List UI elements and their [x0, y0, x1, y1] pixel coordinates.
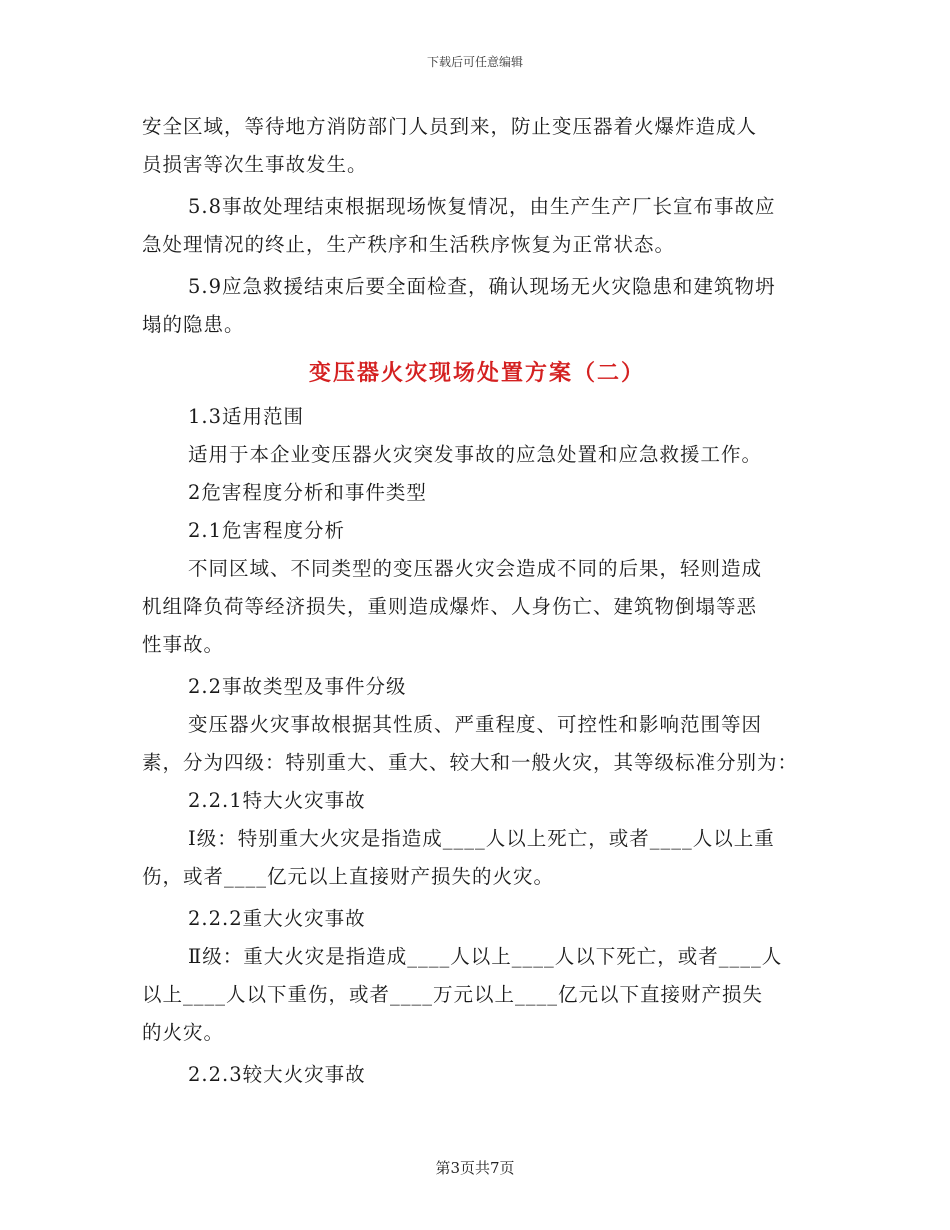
text-line: 变压器火灾事故根据其性质、严重程度、可控性和影响范围等因 — [188, 713, 763, 736]
text-line: 机组降负荷等经济损失，重则造成爆炸、人身伤亡、建筑物倒塌等恶 — [142, 595, 758, 618]
text-line: 素，分为四级：特别重大、重大、较大和一般火灾，其等级标准分别为： — [142, 751, 799, 774]
text-line: 以上____人以下重伤，或者____万元以上____亿元以下直接财产损失 — [142, 983, 764, 1006]
text-line: 塌的隐患。 — [142, 313, 245, 336]
text-line: 2.2.1特大火灾事故 — [188, 789, 366, 812]
text-line: 的火灾。 — [142, 1021, 225, 1044]
text-line: Ⅱ级：重大火灾是指造成____人以上____人以下死亡，或者____人 — [188, 945, 783, 968]
page-footer: 第3页共7页 — [435, 1159, 515, 1177]
text-line: 2.2.3较大火灾事故 — [188, 1063, 366, 1086]
text-line: 5.9应急救援结束后要全面检查，确认现场无火灾隐患和建筑物坍 — [188, 275, 776, 298]
text-line: 1.3适用范围 — [188, 405, 305, 428]
text-line: 适用于本企业变压器火灾突发事故的应急处置和应急救援工作。 — [188, 443, 763, 466]
text-line: 不同区域、不同类型的变压器火灾会造成不同的后果，轻则造成 — [188, 557, 763, 580]
text-line: 5.8事故处理结束根据现场恢复情况，由生产生产厂长宣布事故应 — [188, 195, 776, 218]
text-line: 性事故。 — [142, 633, 225, 656]
text-line: Ⅰ级：特别重大火灾是指造成____人以上死亡，或者____人以上重 — [188, 827, 775, 850]
document-body — [142, 108, 812, 1094]
text-line: 伤，或者____亿元以上直接财产损失的火灾。 — [142, 865, 555, 888]
page-header: 下载后可任意编辑 — [426, 55, 523, 69]
text-line: 2.2.2重大火灾事故 — [188, 907, 366, 930]
text-line: 员损害等次生事故发生。 — [142, 153, 368, 176]
text-line: 急处理情况的终止，生产秩序和生活秩序恢复为正常状态。 — [142, 233, 676, 256]
text-line: 2.2事故类型及事件分级 — [188, 675, 407, 698]
text-line: 安全区域，等待地方消防部门人员到来，防止变压器着火爆炸造成人 — [142, 115, 758, 138]
section-title: 变压器火灾现场处置方案（二） — [308, 360, 645, 386]
text-line: 2.1危害程度分析 — [188, 519, 346, 542]
text-line: 2危害程度分析和事件类型 — [188, 481, 427, 504]
